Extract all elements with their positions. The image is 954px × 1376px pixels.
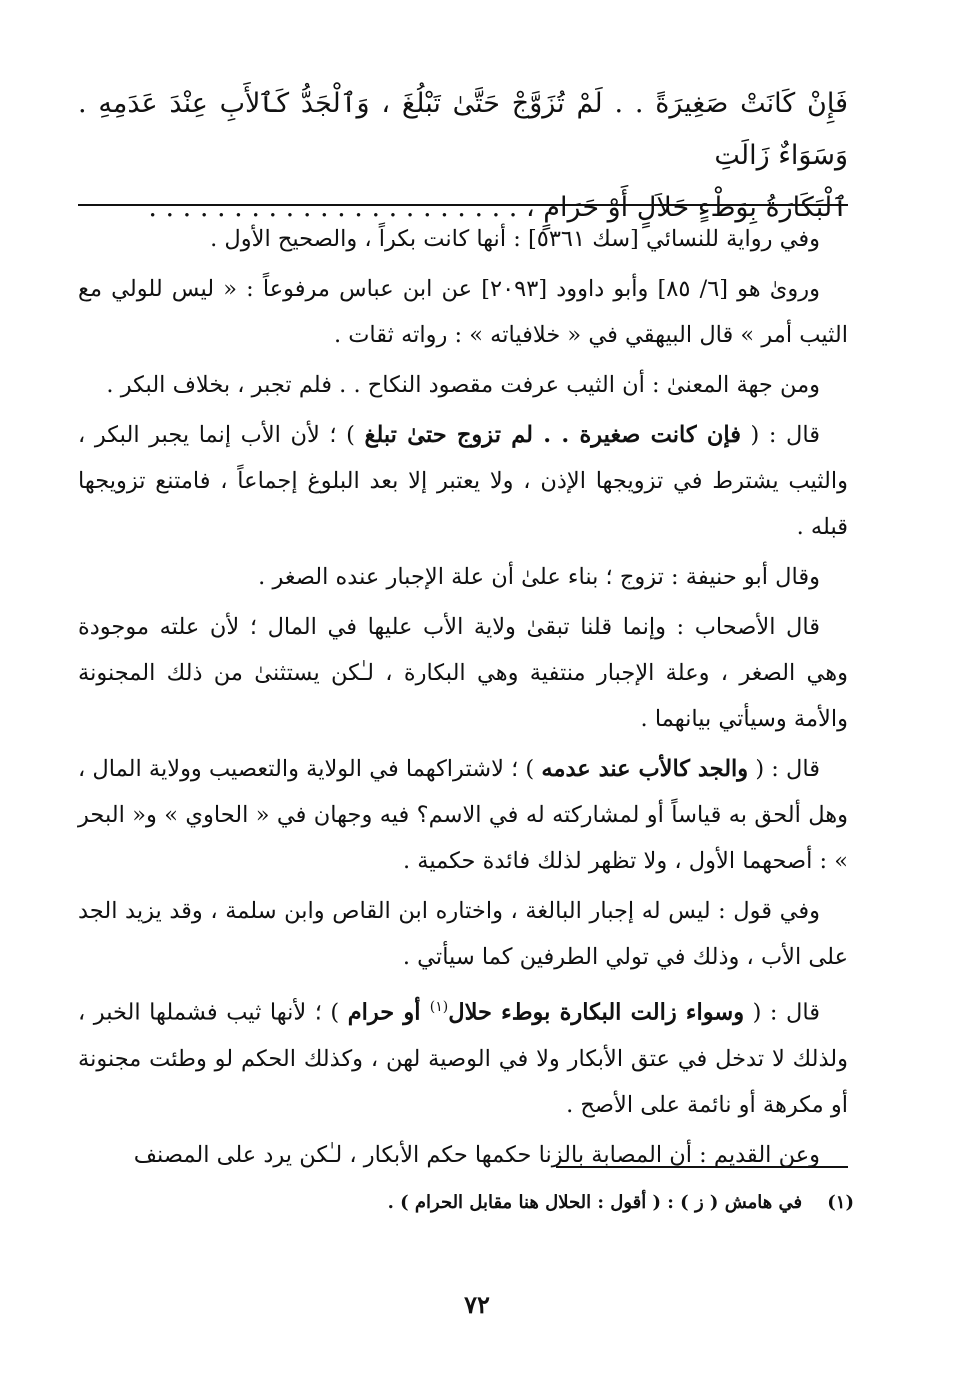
paragraph: وروىٰ هو [٦/ ٨٥] وأبو داوود [٢٠٩٣] عن ابن عباس مرفوعاً : « ليس للولي مع الثيب أمر » قال البيهقي في « خلافياته » : رواته ثقات . xyxy=(78,276,848,348)
footnote-marker[interactable]: (١) xyxy=(429,999,449,1015)
footnote-separator-rule xyxy=(556,1166,848,1168)
paragraph: قال الأصحاب : وإنما قلنا تبقىٰ ولاية الأب عليها في المال ؛ لأن علته موجودة وهي الصغر ، وعلة الإجبار منتفية وهي البكارة ، لـٰكن يستثنىٰ من ذلك المجنونة والأمة وسيأتي بيانهما . xyxy=(78,614,848,732)
quoted-matn: والجد كالأب عند عدمه xyxy=(541,756,749,782)
footnote xyxy=(78,1188,854,1218)
footnote-text: في هامش ( ز ) : ( أقول : الحلال هنا مقابل الحرام ) . xyxy=(387,1192,803,1213)
paragraph: وفي رواية للنسائي [سك ٥٣٦١] : أنها كانت بكراً ، والصحيح الأول . xyxy=(210,226,820,252)
footnote-number: (١) xyxy=(827,1192,854,1213)
paragraph xyxy=(78,746,848,884)
matn-line: فَإِنْ كَانَتْ صَغِيرَةً . . لَمْ تُزَوَّجْ حَتَّىٰ تَبْلُغَ ، وَٱلْجَدُّ كَٱلأَبِ عِنْدَ عَدَمِهِ . وَسَوَاءٌ زَالَتِ xyxy=(78,88,848,171)
matn-text xyxy=(78,78,848,234)
paragraph-lead: قال : ( xyxy=(744,999,820,1026)
paragraph-rest: ) ؛ لاشتراكهما في الولاية والتعصيب وولاية المال ، وهل ألحق به قياساً أو لمشاركته له في الاسم؟ فيه وجهان في « الحاوي » و« البحر » : أصحهما الأول ، ولا تظهر لذلك فائدة حكمية . xyxy=(78,756,848,874)
quoted-matn-continued: أو حرام xyxy=(347,999,430,1026)
paragraph-lead: قال : ( xyxy=(748,756,820,782)
commentary-body xyxy=(78,216,848,1182)
paragraph: وقال أبو حنيفة : تزوج ؛ بناء علىٰ أن علة الإجبار عنده الصغر . xyxy=(258,564,820,590)
page-number: ٧٢ xyxy=(464,1290,490,1319)
matn-separator-rule xyxy=(78,204,848,206)
matn-line: ٱلْبَكَارَةُ بِوَطْءٍ حَلاَلٍ أَوْ حَرَامٍ ، . . . . . . . . . . . . . . . . . . . . . . xyxy=(148,192,848,223)
paragraph: ومن جهة المعنىٰ : أن الثيب عرفت مقصود النكاح . . فلم تجبر ، بخلاف البكر . xyxy=(106,372,820,398)
paragraph-lead: قال : ( xyxy=(740,422,820,448)
paragraph: وعن القديم : أن المصابة بالزنا حكمها حكم الأبكار ، لـٰكن يرد على المصنف xyxy=(133,1141,820,1168)
quoted-matn: وسواء زالت البكارة بوطء حلال xyxy=(448,999,745,1026)
paragraph-rest: ) ؛ لأن الأب إنما يجبر البكر ، والثيب يشترط في تزويجها الإذن ، ولا يعتبر إلا بعد البلوغ إجماعاً ، فامتنع تزويجها قبله . xyxy=(78,422,848,540)
paragraph: وفي قول : ليس له إجبار البالغة ، واختاره ابن القاص وابن سلمة ، وقد يزيد الجد على الأب ، وذلك في تولي الطرفين كما سيأتي . xyxy=(78,898,848,970)
paragraph xyxy=(78,412,848,550)
paragraph-rest: ) ؛ لأنها ثيب فشملها الخبر ، ولذلك لا تدخل في عتق الأبكار ولا في الوصية لهن ، وكذلك الحكم لو وطئت مجنونة أو مكرهة أو نائمة على الأصح . xyxy=(78,999,848,1118)
paragraph xyxy=(78,984,848,1128)
quoted-matn: فإن كانت صغيرة . . لم تزوج حتىٰ تبلغ xyxy=(364,422,741,448)
